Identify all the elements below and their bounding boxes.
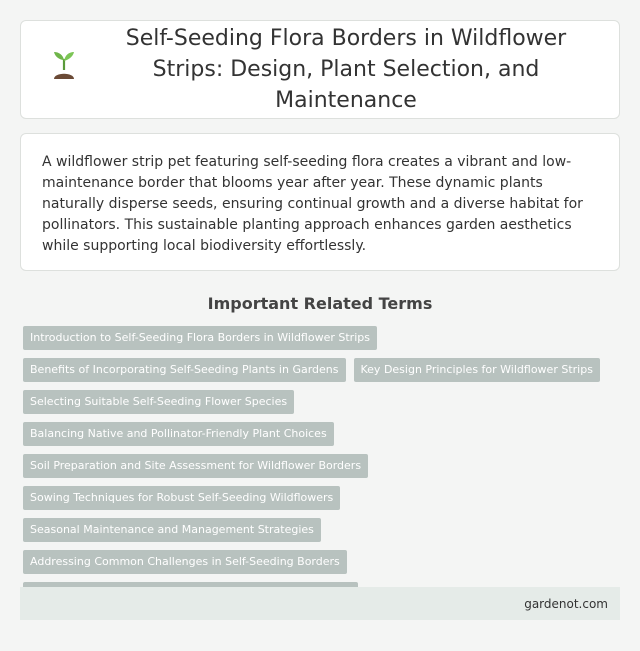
related-term-tag[interactable]: Key Design Principles for Wildflower Strips	[354, 358, 600, 382]
related-term-tag[interactable]: Seasonal Maintenance and Management Strategies	[23, 518, 321, 542]
footer	[20, 587, 620, 620]
summary-card	[20, 133, 620, 271]
footer-site-link[interactable]: gardenot.com	[524, 596, 608, 611]
related-term-tag[interactable]: Balancing Native and Pollinator-Friendly Plant Choices	[23, 422, 334, 446]
seedling-icon	[49, 48, 79, 84]
related-term-tag[interactable]: Benefits of Incorporating Self-Seeding Plants in Gardens	[23, 358, 346, 382]
related-terms-list	[20, 326, 620, 614]
related-term-tag[interactable]: Sowing Techniques for Robust Self-Seeding Wildflowers	[23, 486, 340, 510]
related-term-tag[interactable]: Introduction to Self-Seeding Flora Borders in Wildflower Strips	[23, 326, 377, 350]
related-term-tag[interactable]: Soil Preparation and Site Assessment for Wildflower Borders	[23, 454, 368, 478]
summary-text: A wildflower strip pet featuring self-seeding flora creates a vibrant and low-maintenance border that blooms year after year. These dynamic plants naturally disperse seeds, ensuring continual growth and a diverse habitat for pollinators. This sustainable planting approach enhances garden aesthetics while supporting local biodiversity effortlessly.	[42, 154, 583, 254]
related-term-tag[interactable]: Addressing Common Challenges in Self-Seeding Borders	[23, 550, 347, 574]
title-card	[20, 20, 620, 119]
related-terms-heading: Important Related Terms	[207, 294, 433, 313]
related-term-tag[interactable]: Selecting Suitable Self-Seeding Flower Species	[23, 390, 294, 414]
page-title: Self-Seeding Flora Borders in Wildflower Strips: Design, Plant Selection, and Maintenance	[125, 26, 567, 113]
